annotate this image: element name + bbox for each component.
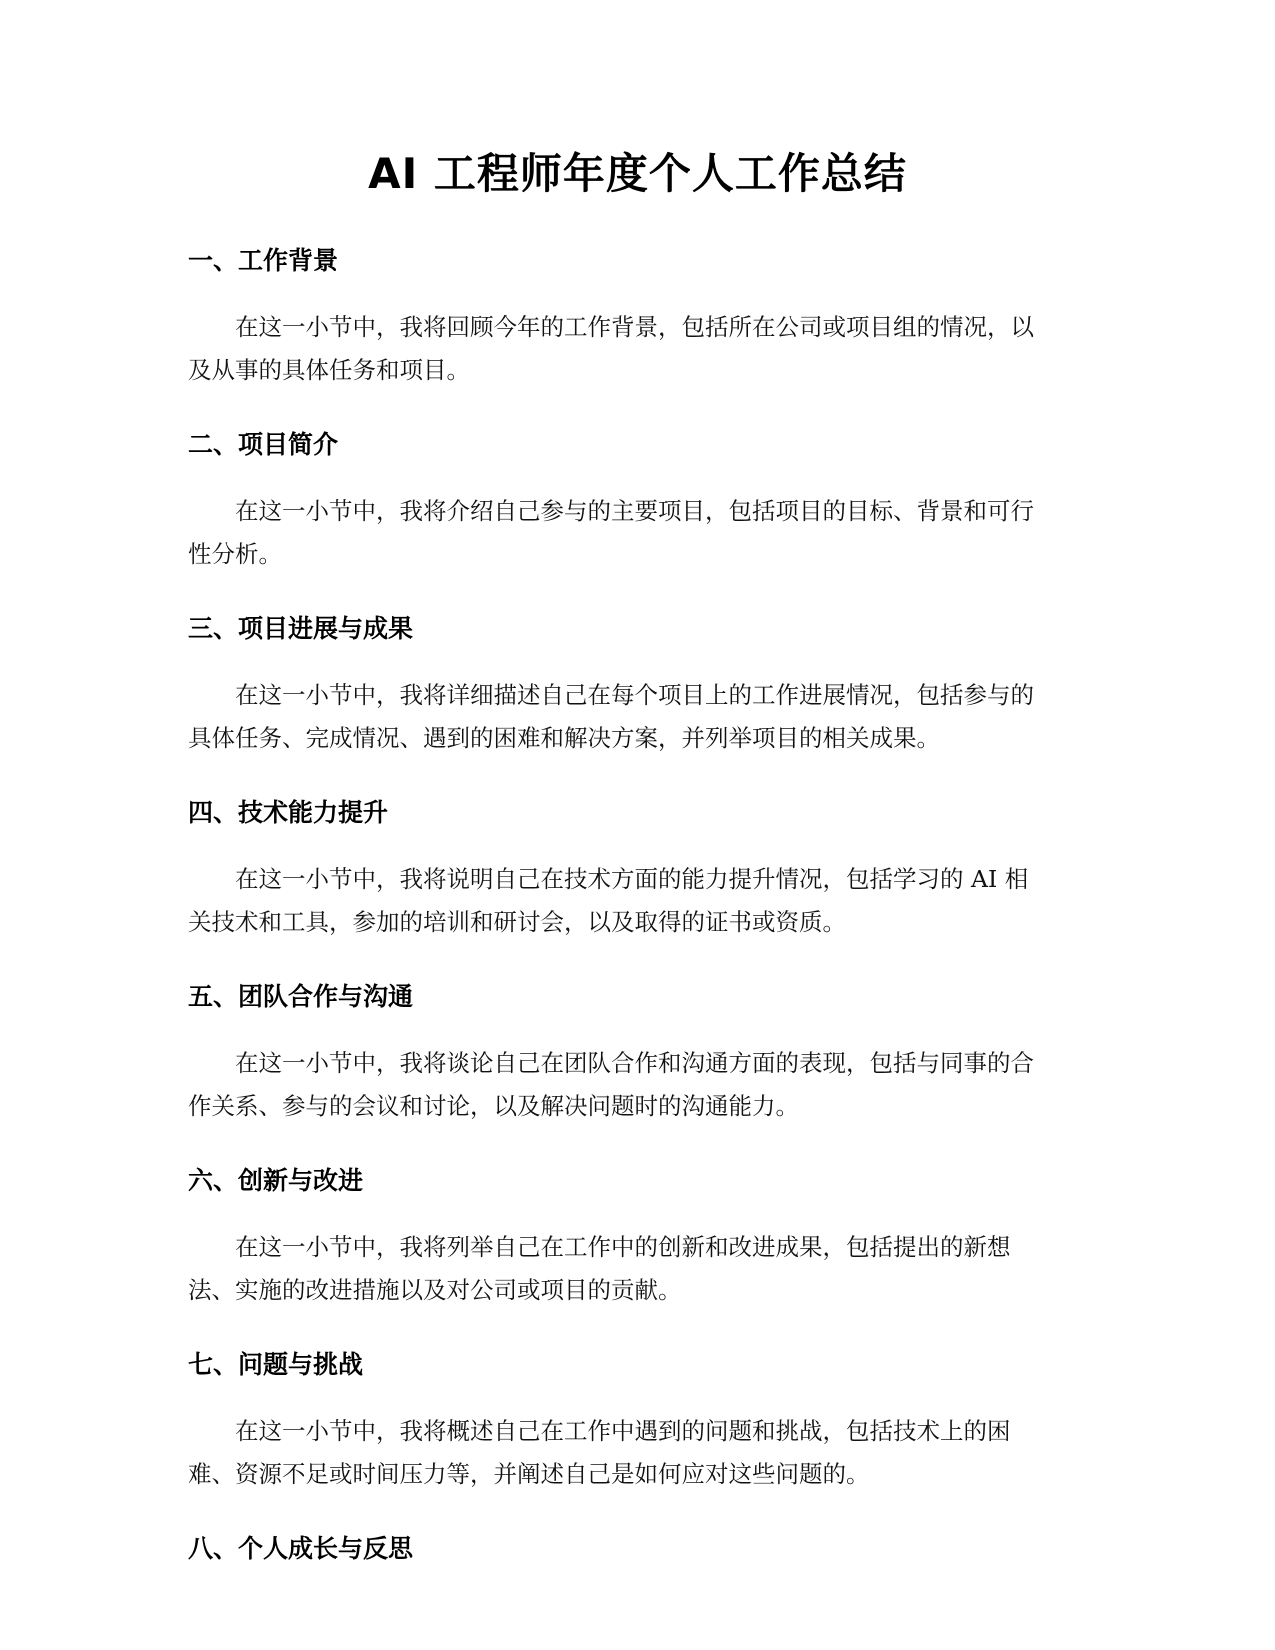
section-heading: 三、项目进展与成果 [188, 614, 414, 643]
paragraph-line: 在这一小节中，我将介绍自己参与的主要项目，包括项目的目标、背景和可行 [235, 497, 1034, 525]
section-paragraph [188, 1042, 1078, 1128]
paragraph-line: 在这一小节中，我将列举自己在工作中的创新和改进成果，包括提出的新想 [235, 1233, 1011, 1261]
section-project-intro [188, 428, 1088, 576]
section-heading: 四、技术能力提升 [188, 798, 389, 827]
section-heading: 八、个人成长与反思 [188, 1534, 414, 1563]
document-content [188, 244, 1088, 1602]
section-innovation [188, 1164, 1088, 1312]
section-paragraph [188, 674, 1078, 760]
section-work-background [188, 244, 1088, 392]
paragraph-line: 在这一小节中，我将说明自己在技术方面的能力提升情况，包括学习的 AI 相 [235, 865, 1029, 893]
paragraph-line: 作关系、参与的会议和讨论，以及解决问题时的沟通能力。 [188, 1092, 799, 1120]
section-paragraph [188, 1410, 1078, 1496]
section-project-progress [188, 612, 1088, 760]
paragraph-line: 关技术和工具，参加的培训和研讨会，以及取得的证书或资质。 [188, 908, 846, 936]
paragraph-line: 难、资源不足或时间压力等，并阐述自己是如何应对这些问题的。 [188, 1460, 870, 1488]
paragraph-line: 性分析。 [188, 540, 282, 568]
paragraph-line: 在这一小节中，我将概述自己在工作中遇到的问题和挑战，包括技术上的困 [235, 1417, 1011, 1445]
document-title: AI 工程师年度个人工作总结 [368, 149, 907, 198]
section-technical-skills [188, 796, 1088, 944]
paragraph-line: 法、实施的改进措施以及对公司或项目的贡献。 [188, 1276, 682, 1304]
paragraph-line: 具体任务、完成情况、遇到的困难和解决方案，并列举项目的相关成果。 [188, 724, 940, 752]
paragraph-line: 在这一小节中，我将谈论自己在团队合作和沟通方面的表现，包括与同事的合 [235, 1049, 1034, 1077]
section-heading: 五、团队合作与沟通 [188, 982, 414, 1011]
section-paragraph [188, 858, 1078, 944]
section-heading: 六、创新与改进 [188, 1166, 364, 1195]
section-heading: 七、问题与挑战 [188, 1350, 364, 1379]
section-paragraph [188, 1226, 1078, 1312]
paragraph-line: 在这一小节中，我将回顾今年的工作背景，包括所在公司或项目组的情况，以 [235, 313, 1034, 341]
section-teamwork [188, 980, 1088, 1128]
section-heading: 一、工作背景 [188, 246, 339, 275]
section-challenges [188, 1348, 1088, 1496]
paragraph-line: 在这一小节中，我将详细描述自己在每个项目上的工作进展情况，包括参与的 [235, 681, 1034, 709]
section-paragraph [188, 306, 1078, 392]
paragraph-line: 及从事的具体任务和项目。 [188, 356, 470, 384]
section-personal-growth [188, 1532, 1088, 1566]
section-paragraph [188, 490, 1078, 576]
section-heading: 二、项目简介 [188, 430, 339, 459]
